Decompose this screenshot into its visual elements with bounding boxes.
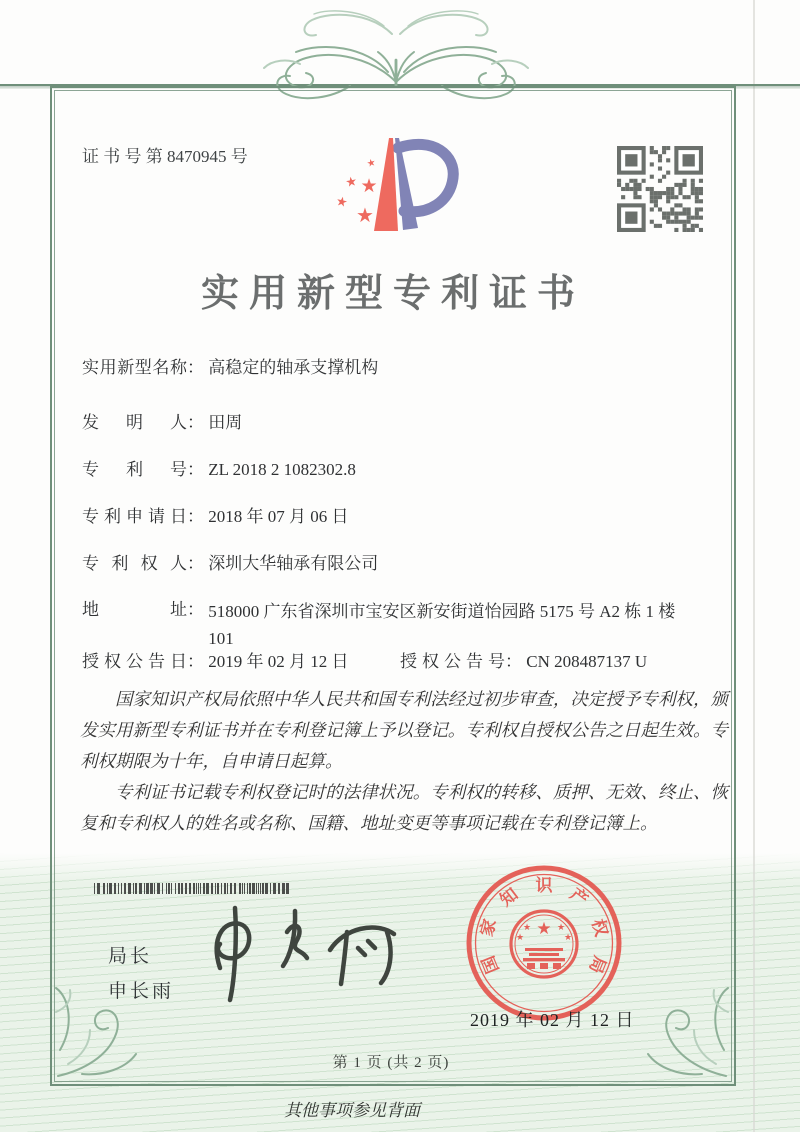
legal-text [80,684,728,839]
field-value: 518000 广东省深圳市宝安区新安街道怡园路 5175 号 A2 栋 1 楼 101 [208,602,676,648]
field-label: 发明人 [82,413,187,432]
svg-text:★: ★ [563,933,573,943]
svg-text:★: ★ [365,157,378,170]
official-seal [463,864,625,1026]
legal-paragraph-1: 国家知识产权局依照中华人民共和国专利法经过初步审查，决定授予专利权，颁发实用新型专利证书并在专利登记簿上予以登记。专利权自授权公告之日起生效。专利权期限为十年，自申请日起算。 [80,689,728,771]
svg-text:★: ★ [536,919,552,939]
field-row-patent-no: 专利号： ZL 2018 2 1082302.8 [82,458,732,482]
national-emblem [511,911,577,977]
signer-name: 申长雨 [108,981,175,1002]
svg-text:★: ★ [356,203,374,227]
svg-text:★: ★ [515,933,525,943]
cnipa-logo-icon [332,134,472,244]
svg-text:知: 知 [496,884,522,910]
page-number: 第 1 页 (共 2 页) [332,1055,450,1071]
field-row-patentee: 专利权人： 深圳大华轴承有限公司 [82,552,732,576]
scan-edge [753,0,755,1132]
field-row-grant: 授权公告日： 2019 年 02 月 12 日 授权公告号： CN 208487137 U [82,650,732,674]
svg-text:★: ★ [334,194,349,212]
field-value: 深圳大华轴承有限公司 [208,554,379,573]
certificate-number: 证 书 号 第 8470945 号 [82,147,248,166]
field-row-address: 地址： 518000 广东省深圳市宝安区新安街道怡园路 5175 号 A2 栋 1 楼 101 [82,598,732,652]
field-row-inventor: 发明人： 田周 [82,411,732,435]
seal-date: 2019 年 02 月 12 日 [470,1010,635,1030]
svg-text:权: 权 [588,917,611,939]
back-note: 其他事项参见背面 [284,1101,420,1120]
field-label: 授权公告日 [82,652,187,671]
field-row-filing-date: 专利申请日： 2018 年 07 月 06 日 [82,505,732,529]
field-row-name: 实用新型名称： 高稳定的轴承支撑机构 [82,356,732,380]
grant-number: CN 208487137 U [526,652,648,671]
grant-date: 2019 年 02 月 12 日 [208,652,349,671]
field-value: 高稳定的轴承支撑机构 [208,358,379,377]
field-value: ZL 2018 2 1082302.8 [208,460,356,479]
signature [190,898,405,1006]
svg-text:★: ★ [360,175,378,197]
field-label: 地址 [82,600,187,619]
svg-text:★: ★ [556,923,566,933]
svg-text:★: ★ [522,923,532,933]
certificate-title: 实用新型专利证书 [200,273,585,315]
svg-text:国: 国 [478,953,503,977]
signer-title: 局长 [108,946,153,967]
field-label: 专利权人 [82,554,187,573]
legal-paragraph-2: 专利证书记载专利权登记时的法律状况。专利权的转移、质押、无效、终止、恢复和专利权人的姓名或名称、国籍、地址变更等事项记载在专利登记簿上。 [80,782,728,833]
top-ornament [0,0,800,115]
svg-text:★: ★ [344,174,359,191]
field-value: 2018 年 07 月 06 日 [208,507,349,526]
field-label: 实用新型名称 [82,358,187,377]
svg-text:局: 局 [585,953,610,977]
svg-text:识: 识 [535,875,553,895]
qr-code [617,146,703,232]
field-label: 专利申请日 [82,507,187,526]
field-value: 田周 [208,413,243,432]
svg-text:家: 家 [477,917,500,939]
svg-text:产: 产 [566,884,592,910]
barcode [94,883,294,895]
field-label: 授权公告号 [400,652,505,671]
field-label: 专利号 [82,460,187,479]
